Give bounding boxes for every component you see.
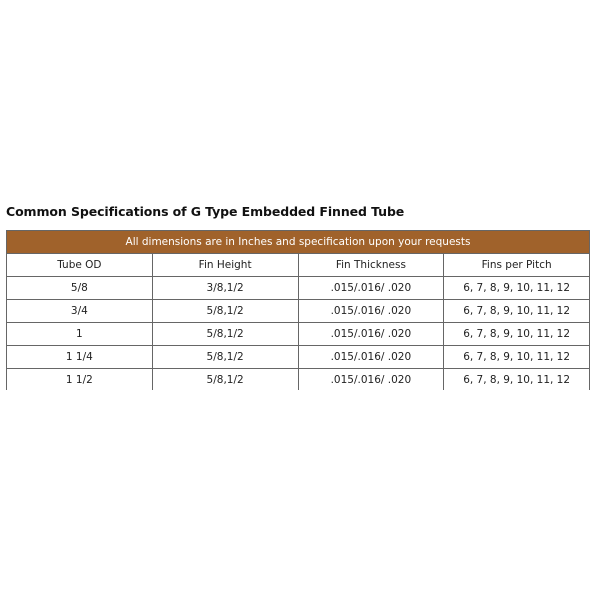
cell-fins-per-pitch: 6, 7, 8, 9, 10, 11, 12 <box>444 323 590 346</box>
spec-table-container <box>6 230 590 390</box>
column-header-tube-od: Tube OD <box>7 254 153 277</box>
spec-table <box>6 230 590 390</box>
table-row <box>7 323 590 346</box>
cell-tube-od: 1 <box>7 323 153 346</box>
cell-fin-thickness: .015/.016/ .020 <box>298 300 444 323</box>
cell-fin-height: 5/8,1/2 <box>152 369 298 391</box>
cell-tube-od: 5/8 <box>7 277 153 300</box>
cell-fin-thickness: .015/.016/ .020 <box>298 277 444 300</box>
cell-fin-thickness: .015/.016/ .020 <box>298 323 444 346</box>
page-title: Common Specifications of G Type Embedded Finned Tube <box>6 204 405 219</box>
column-header-fin-thickness: Fin Thickness <box>298 254 444 277</box>
cell-fin-height: 5/8,1/2 <box>152 300 298 323</box>
cell-fin-thickness: .015/.016/ .020 <box>298 369 444 391</box>
cell-fins-per-pitch: 6, 7, 8, 9, 10, 11, 12 <box>444 346 590 369</box>
table-row <box>7 346 590 369</box>
column-header-fin-height: Fin Height <box>152 254 298 277</box>
table-banner: All dimensions are in Inches and specification upon your requests <box>7 231 590 254</box>
cell-tube-od: 1 1/4 <box>7 346 153 369</box>
table-row <box>7 369 590 391</box>
cell-fin-height: 3/8,1/2 <box>152 277 298 300</box>
cell-tube-od: 3/4 <box>7 300 153 323</box>
table-row <box>7 300 590 323</box>
cell-fin-height: 5/8,1/2 <box>152 323 298 346</box>
cell-fins-per-pitch: 6, 7, 8, 9, 10, 11, 12 <box>444 277 590 300</box>
cell-fins-per-pitch: 6, 7, 8, 9, 10, 11, 12 <box>444 369 590 391</box>
cell-fin-thickness: .015/.016/ .020 <box>298 346 444 369</box>
table-row <box>7 277 590 300</box>
cell-tube-od: 1 1/2 <box>7 369 153 391</box>
cell-fin-height: 5/8,1/2 <box>152 346 298 369</box>
cell-fins-per-pitch: 6, 7, 8, 9, 10, 11, 12 <box>444 300 590 323</box>
column-header-fins-per-pitch: Fins per Pitch <box>444 254 590 277</box>
